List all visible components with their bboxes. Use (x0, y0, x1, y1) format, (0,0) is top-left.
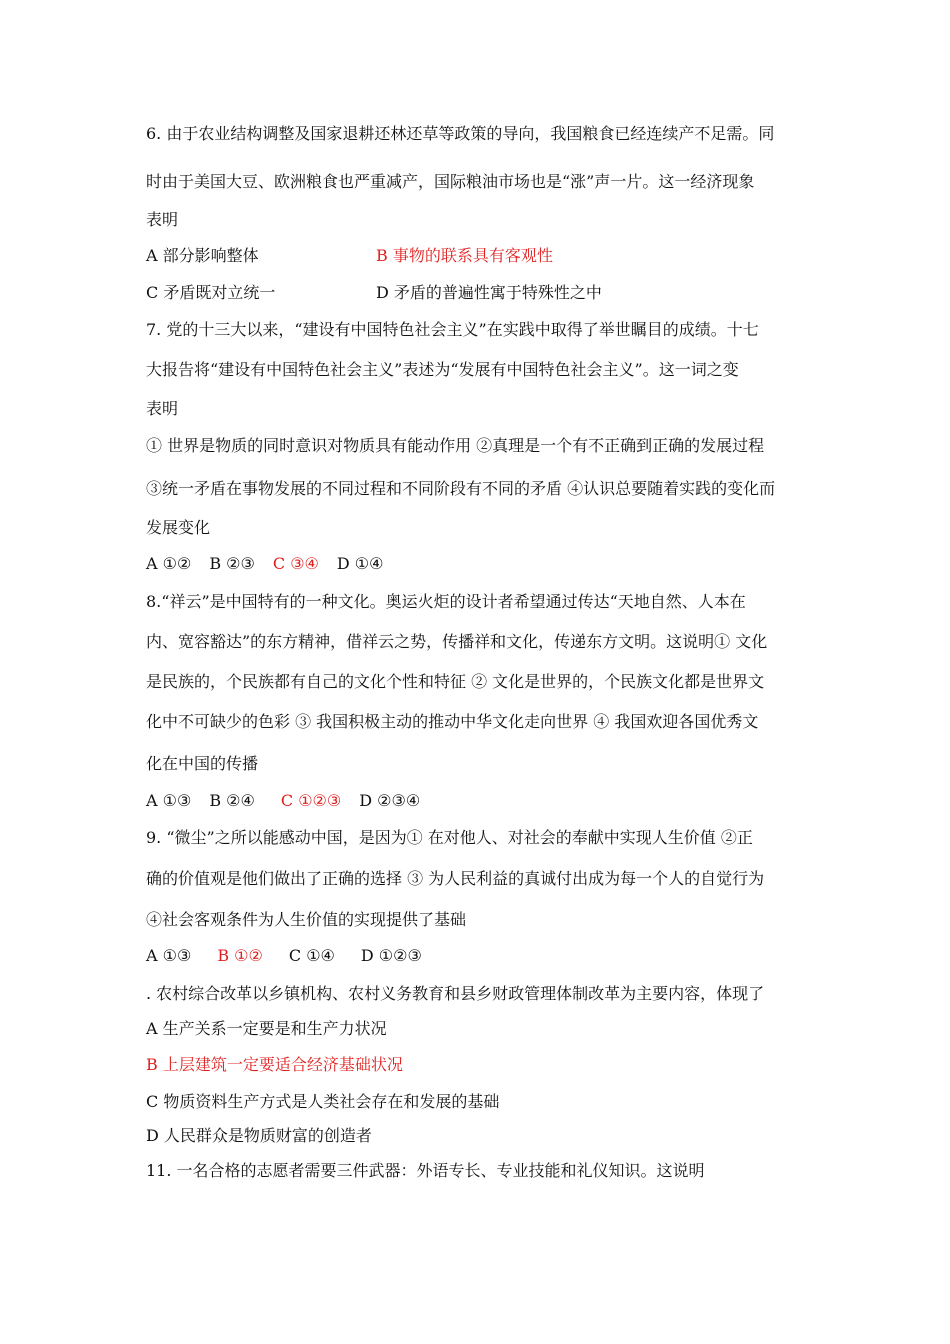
q7-stem-line-2: 大报告将“建设有中国特色社会主义”表述为“发展有中国特色社会主义”。这一词之变 (146, 360, 739, 379)
q8-option-d: D ②③④ (359, 791, 421, 810)
q10-option-c: C 物质资料生产方式是人类社会存在和发展的基础 (146, 1092, 500, 1111)
q6-option-b-answer: B 事物的联系具有客观性 (376, 246, 553, 265)
q10-option-b-answer: B 上层建筑一定要适合经济基础状况 (146, 1055, 403, 1074)
q7-statement-line-3: 发展变化 (146, 518, 211, 537)
q7-option-d: D ①④ (336, 554, 384, 573)
q7-option-a: A ①② (146, 554, 192, 573)
q6-stem-line-3: 表明 (146, 210, 179, 229)
q11-stem: 11. 一名合格的志愿者需要三件武器：外语专长、专业技能和礼仪知识。这说明 (146, 1161, 705, 1180)
q9-option-c: C ①④ (288, 946, 335, 965)
q10-option-d: D 人民群众是物质财富的创造者 (146, 1126, 372, 1145)
q8-stem-line-1: 8.“祥云”是中国特有的一种文化。奥运火炬的设计者希望通过传达“天地自然、人本在 (146, 592, 746, 611)
q6-option-d: D 矛盾的普遍性寓于特殊性之中 (376, 283, 602, 302)
q7-statement-line-1: ① 世界是物质的同时意识对物质具有能动作用 ②真理是一个有不正确到正确的发展过程 (146, 436, 765, 455)
q8-option-c-answer: C ①②③ (280, 791, 342, 810)
q9-option-a: A ①③ (146, 946, 192, 965)
q6-stem-line-2: 时由于美国大豆、欧洲粮食也严重减产，国际粮油市场也是“涨”声一片。这一经济现象 (146, 172, 755, 191)
q10-option-a: A 生产关系一定要是和生产力状况 (146, 1019, 387, 1038)
q6-option-a: A 部分影响整体 (146, 246, 259, 265)
q8-stem-line-5: 化在中国的传播 (146, 754, 259, 773)
q7-options (146, 554, 816, 574)
q9-stem-line-3: ④社会客观条件为人生价值的实现提供了基础 (146, 910, 467, 929)
q8-stem-line-4: 化中不可缺少的色彩 ③ 我国积极主动的推动中华文化走向世界 ④ 我国欢迎各国优秀文 (146, 712, 759, 731)
q8-option-a: A ①③ (146, 791, 192, 810)
q9-stem-line-1: 9. “微尘”之所以能感动中国，是因为① 在对他人、对社会的奉献中实现人生价值 ②正 (146, 828, 753, 847)
q6-stem-line-1: 6. 由于农业结构调整及国家退耕还林还草等政策的导向，我国粮食已经连续产不足需。同 (146, 124, 775, 143)
q9-stem-line-2: 确的价值观是他们做出了正确的选择 ③ 为人民利益的真诚付出成为每一个人的自觉行为 (146, 869, 765, 888)
q8-stem-line-2: 内、宽容豁达”的东方精神，借祥云之势，传播祥和文化，传递东方文明。这说明① 文化 (146, 632, 768, 651)
q10-stem: . 农村综合改革以乡镇机构、农村义务教育和县乡财政管理体制改革为主要内容，体现了 (146, 984, 765, 1003)
q7-stem-line-1: 7. 党的十三大以来，“建设有中国特色社会主义”在实践中取得了举世瞩目的成绩。十七 (146, 320, 759, 339)
q8-options (146, 791, 816, 811)
q8-option-b: B ②④ (209, 791, 255, 810)
q9-option-b-answer: B ①② (217, 946, 263, 965)
q7-option-c-answer: C ③④ (272, 554, 319, 573)
q9-option-d: D ①②③ (360, 946, 422, 965)
q7-statement-line-2: ③统一矛盾在事物发展的不同过程和不同阶段有不同的矛盾 ④认识总要随着实践的变化而 (146, 479, 776, 498)
q8-stem-line-3: 是民族的，个民族都有自己的文化个性和特征 ② 文化是世界的，个民族文化都是世界文 (146, 672, 765, 691)
q7-option-b: B ②③ (209, 554, 255, 573)
q7-stem-line-3: 表明 (146, 399, 179, 418)
q6-option-c: C 矛盾既对立统一 (146, 283, 276, 302)
q9-options (146, 946, 816, 966)
